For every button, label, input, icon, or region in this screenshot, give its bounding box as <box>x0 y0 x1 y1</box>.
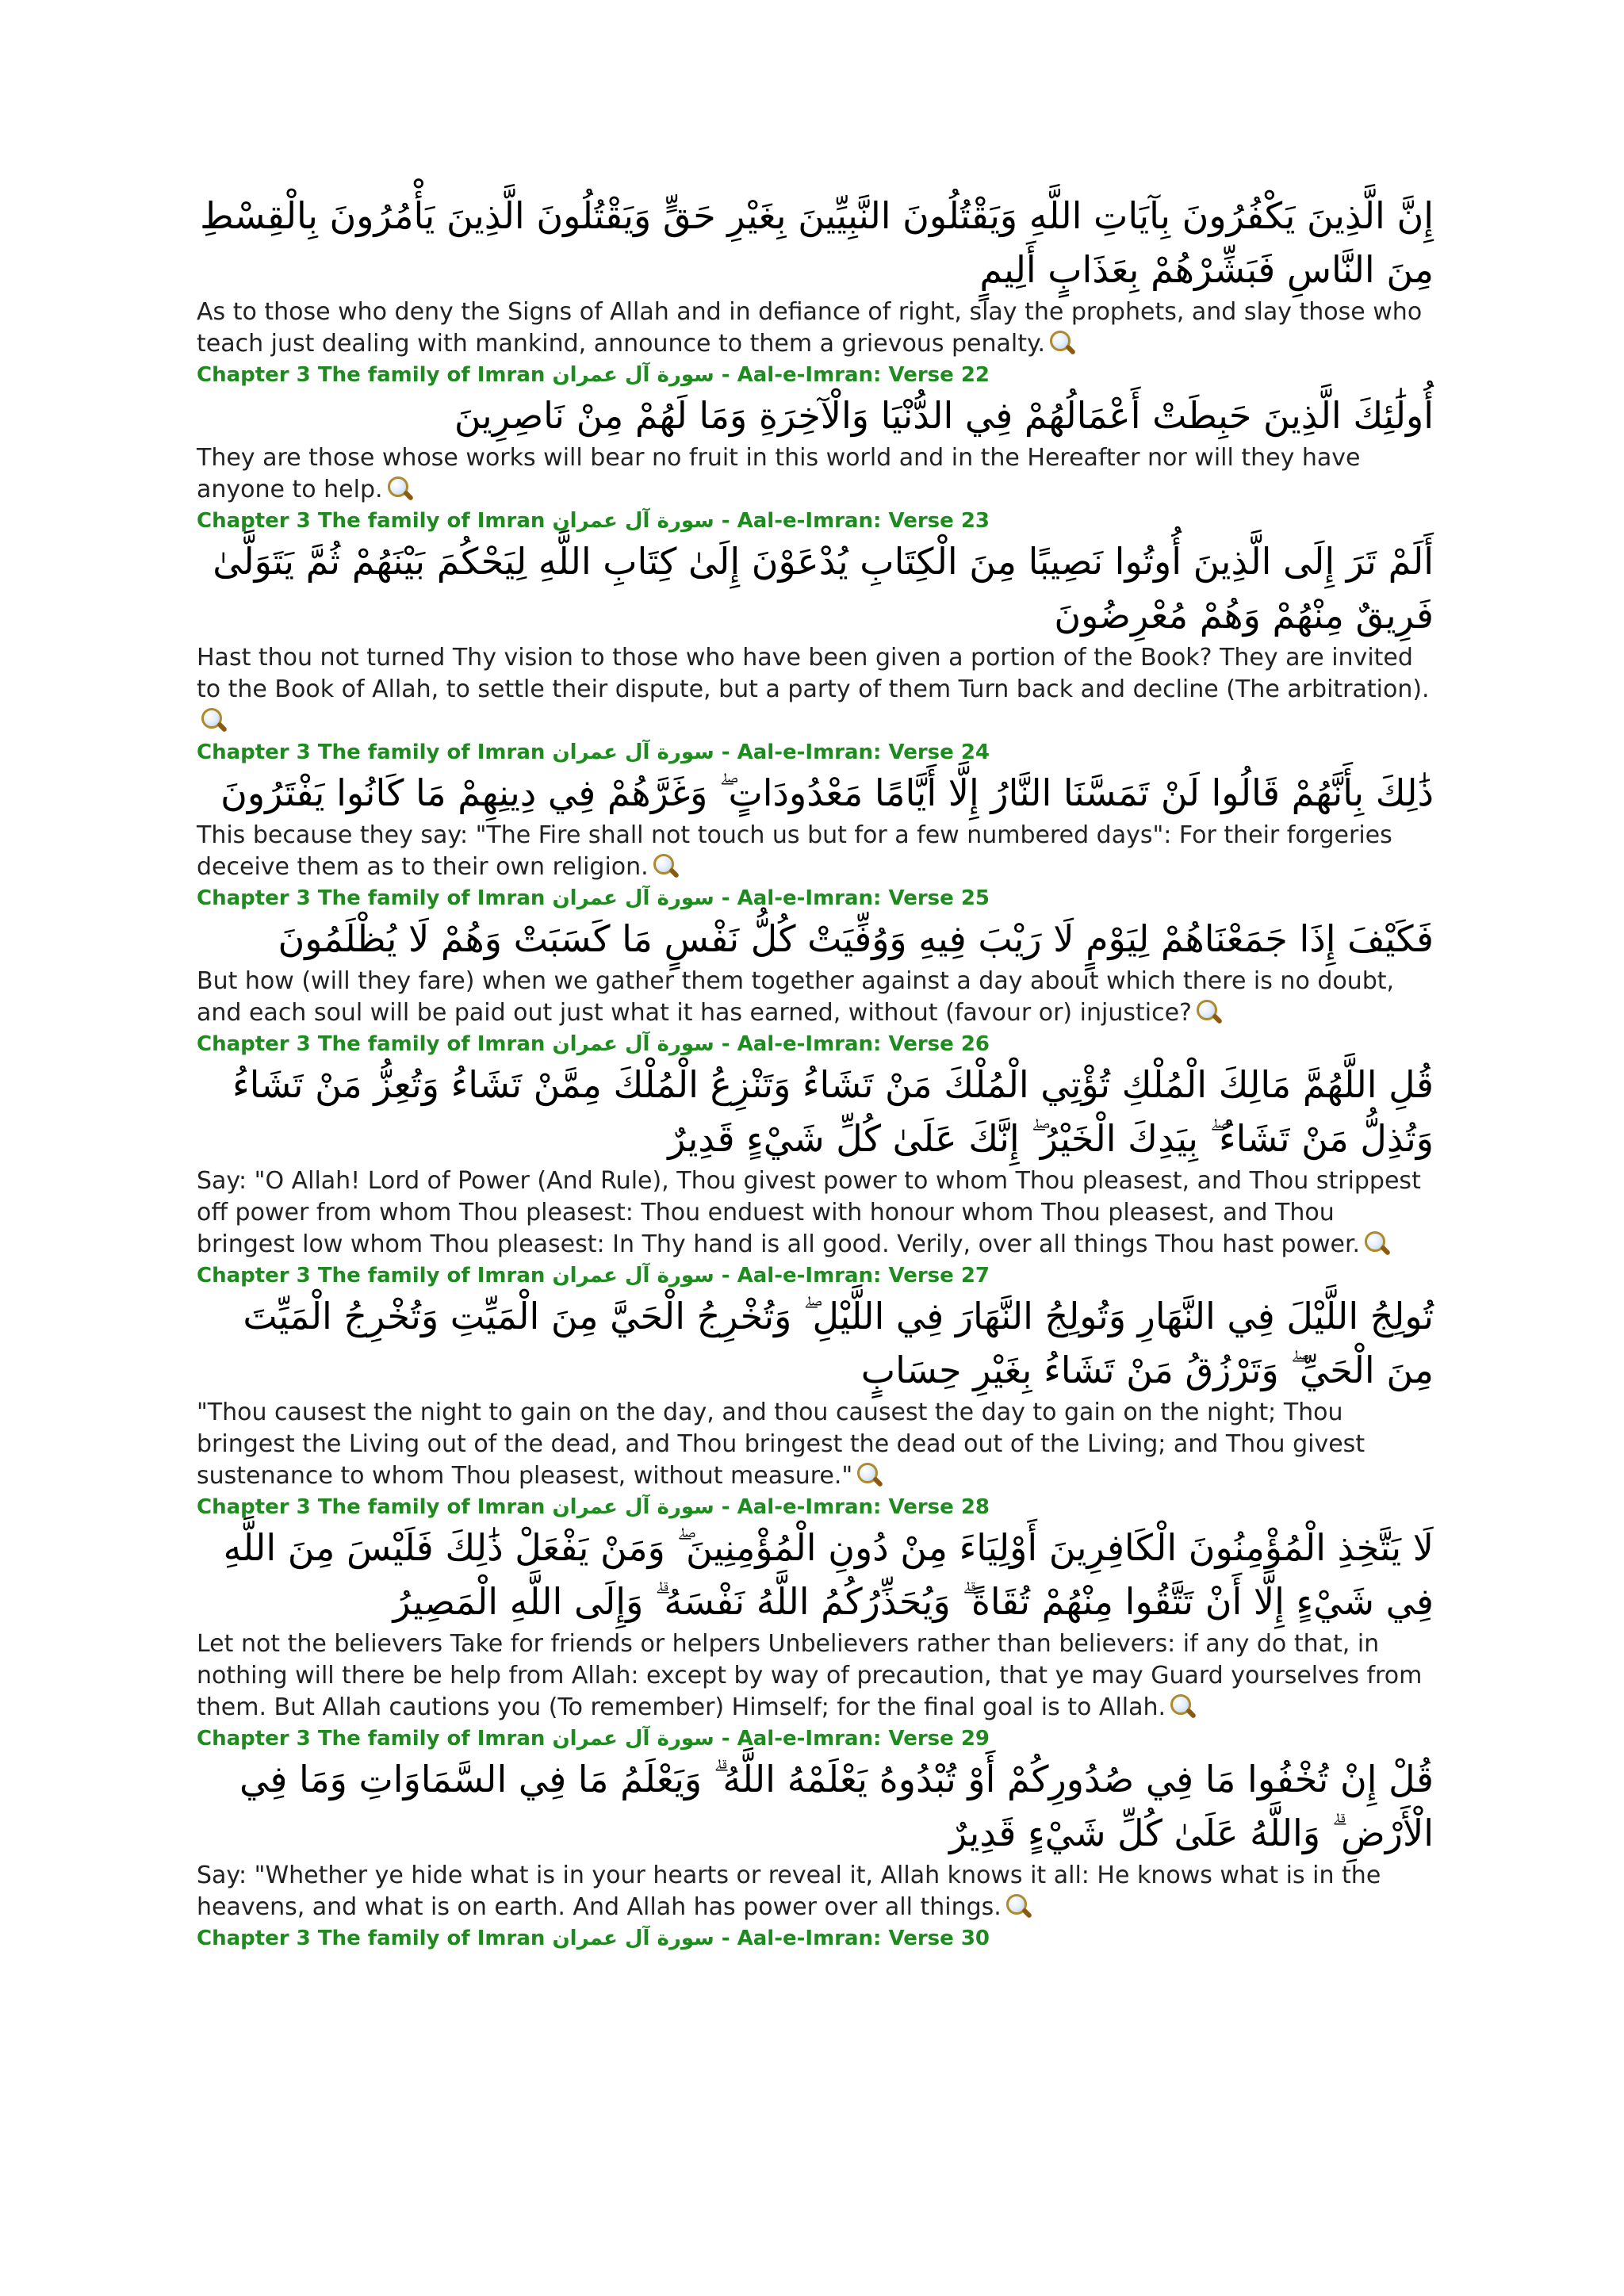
translation-text <box>197 966 1434 1029</box>
verse-reference-link[interactable] <box>197 1031 1434 1058</box>
arabic-verse-text: قُلْ إِنْ تُخْفُوا مَا فِي صُدُورِكُمْ أَوْ تُبْدُوهُ يَعْلَمْهُ اللَّهُ ۗ وَيَعْلَمُ مَا فِي السَّمَاوَاتِ وَمَا فِي الْأَرْضِ ۗ وَاللَّهُ عَلَىٰ كُلِّ شَيْءٍ قَدِيرٌ <box>239 1758 1434 1854</box>
surah-arabic-name: سورة آل عمران <box>552 1264 714 1288</box>
translation-body: Say: "Whether ye hide what is in your hearts or reveal it, Allah knows it all: He knows what is in the heavens, and what is on earth. And Allah has power over all things. <box>197 1862 1381 1921</box>
verse-number-label: - Aal-e-Imran: Verse 25 <box>721 886 990 910</box>
verse-reference-link[interactable] <box>197 1925 1434 1952</box>
chapter-label: Chapter 3 The family of Imran <box>197 1264 546 1288</box>
translation-text <box>197 642 1434 737</box>
chapter-label: Chapter 3 The family of Imran <box>197 886 546 910</box>
verse-number-label: - Aal-e-Imran: Verse 23 <box>721 509 990 533</box>
chapter-label: Chapter 3 The family of Imran <box>197 509 546 533</box>
magnifier-icon[interactable] <box>386 475 413 502</box>
translation-text <box>197 1860 1434 1923</box>
verse-number-label: - Aal-e-Imran: Verse 29 <box>721 1727 990 1751</box>
verse-reference-link[interactable] <box>197 507 1434 534</box>
translation-body: Let not the believers Take for friends or helpers Unbelievers rather than believers: if any do that, in nothing will there be help from Allah: except by way of precaution, that ye may Guard yourselves from them. But Allah cautions you (To remember) Himself; for the final goal is to Allah. <box>197 1630 1423 1721</box>
verse-reference-link[interactable] <box>197 739 1434 766</box>
magnifier-icon[interactable] <box>200 706 227 733</box>
translation-body: They are those whose works will bear no fruit in this world and in the Hereafter nor will they have anyone to help. <box>197 444 1361 503</box>
translation-text <box>197 442 1434 506</box>
arabic-verse-text: أَلَمْ تَرَ إِلَى الَّذِينَ أُوتُوا نَصِيبًا مِنَ الْكِتَابِ يُدْعَوْنَ إِلَىٰ كِتَابِ اللَّهِ لِيَحْكُمَ بَيْنَهُمْ ثُمَّ يَتَوَلَّىٰ فَرِيقٌ مِنْهُمْ وَهُمْ مُعْرِضُونَ <box>213 540 1434 637</box>
verse-list <box>197 189 1434 1952</box>
magnifier-icon[interactable] <box>1048 329 1075 356</box>
surah-arabic-name: سورة آل عمران <box>552 740 714 764</box>
verse-block <box>197 912 1434 1058</box>
verse-block <box>197 1289 1434 1521</box>
surah-arabic-name: سورة آل عمران <box>552 1495 714 1519</box>
chapter-label: Chapter 3 The family of Imran <box>197 1727 546 1751</box>
arabic-verse-text: ذَٰلِكَ بِأَنَّهُمْ قَالُوا لَنْ تَمَسَّنَا النَّارُ إِلَّا أَيَّامًا مَعْدُودَاتٍ ۖ وَغَرَّهُمْ فِي دِينِهِمْ مَا كَانُوا يَفْتَرُونَ <box>220 771 1434 814</box>
verse-reference-link[interactable] <box>197 1494 1434 1521</box>
chapter-label: Chapter 3 The family of Imran <box>197 363 546 387</box>
magnifier-icon[interactable] <box>1363 1230 1390 1257</box>
verse-block <box>197 1752 1434 1952</box>
verse-block <box>197 388 1434 534</box>
arabic-verse-text: لَا يَتَّخِذِ الْمُؤْمِنُونَ الْكَافِرِينَ أَوْلِيَاءَ مِنْ دُونِ الْمُؤْمِنِينَ ۖ وَمَنْ يَفْعَلْ ذَٰلِكَ فَلَيْسَ مِنَ اللَّهِ فِي شَيْءٍ إِلَّا أَنْ تَتَّقُوا مِنْهُمْ تُقَاةً ۗ وَيُحَذِّرُكُمُ اللَّهُ نَفْسَهُ ۗ وَإِلَى اللَّهِ الْمَصِيرُ <box>223 1526 1434 1623</box>
verse-block <box>197 1521 1434 1752</box>
arabic-verse-text: إِنَّ الَّذِينَ يَكْفُرُونَ بِآيَاتِ اللَّهِ وَيَقْتُلُونَ النَّبِيِّينَ بِغَيْرِ حَقٍّ وَيَقْتُلُونَ الَّذِينَ يَأْمُرُونَ بِالْقِسْطِ مِنَ النَّاسِ فَبَشِّرْهُمْ بِعَذَابٍ أَلِيمٍ <box>200 194 1434 291</box>
verse-reference-link[interactable] <box>197 1725 1434 1752</box>
arabic-verse-text: فَكَيْفَ إِذَا جَمَعْنَاهُمْ لِيَوْمٍ لَا رَيْبَ فِيهِ وَوُفِّيَتْ كُلُّ نَفْسٍ مَا كَسَبَتْ وَهُمْ لَا يُظْلَمُونَ <box>278 917 1434 960</box>
surah-arabic-name: سورة آل عمران <box>552 886 714 910</box>
verse-reference-link[interactable] <box>197 1262 1434 1289</box>
arabic-verse-text: تُولِجُ اللَّيْلَ فِي النَّهَارِ وَتُولِجُ النَّهَارَ فِي اللَّيْلِ ۖ وَتُخْرِجُ الْحَيَّ مِنَ الْمَيِّتِ وَتُخْرِجُ الْمَيِّتَ مِنَ الْحَيِّ ۖ وَتَرْزُقُ مَنْ تَشَاءُ بِغَيْرِ حِسَابٍ <box>243 1295 1434 1391</box>
surah-arabic-name: سورة آل عمران <box>552 1927 714 1950</box>
verse-reference-link[interactable] <box>197 885 1434 912</box>
verse-block <box>197 766 1434 912</box>
translation-body: But how (will they fare) when we gather them together against a day about which there is no doubt, and each soul will be paid out just what it has earned, without (favour or) injustice? <box>197 967 1395 1027</box>
translation-text <box>197 820 1434 883</box>
magnifier-icon[interactable] <box>1169 1693 1196 1720</box>
translation-body: Hast thou not turned Thy vision to those who have been given a portion of the Book? They are invited to the Book of Allah, to settle their dispute, but a party of them Turn back and decline (The arbitration). <box>197 644 1430 703</box>
translation-text <box>197 297 1434 360</box>
arabic-verse-text: أُولَٰئِكَ الَّذِينَ حَبِطَتْ أَعْمَالُهُمْ فِي الدُّنْيَا وَالْآخِرَةِ وَمَا لَهُمْ مِنْ نَاصِرِينَ <box>454 394 1434 437</box>
verse-number-label: - Aal-e-Imran: Verse 22 <box>721 363 990 387</box>
chapter-label: Chapter 3 The family of Imran <box>197 1032 546 1056</box>
magnifier-icon[interactable] <box>1195 998 1222 1025</box>
verse-number-label: - Aal-e-Imran: Verse 24 <box>721 740 990 764</box>
magnifier-icon[interactable] <box>1005 1892 1032 1919</box>
translation-body: As to those who deny the Signs of Allah and in defiance of right, slay the prophets, and slay those who teach just dealing with mankind, announce to them a grievous penalty. <box>197 298 1423 358</box>
arabic-verse-text: قُلِ اللَّهُمَّ مَالِكَ الْمُلْكِ تُؤْتِي الْمُلْكَ مَنْ تَشَاءُ وَتَنْزِعُ الْمُلْكَ مِمَّنْ تَشَاءُ وَتُعِزُّ مَنْ تَشَاءُ وَتُذِلُّ مَنْ تَشَاءُ ۖ بِيَدِكَ الْخَيْرُ ۖ إِنَّكَ عَلَىٰ كُلِّ شَيْءٍ قَدِيرٌ <box>232 1063 1434 1160</box>
verse-block <box>197 534 1434 766</box>
magnifier-icon[interactable] <box>856 1461 883 1488</box>
chapter-label: Chapter 3 The family of Imran <box>197 740 546 764</box>
verse-number-label: - Aal-e-Imran: Verse 26 <box>721 1032 990 1056</box>
verse-block <box>197 1058 1434 1289</box>
translation-body: This because they say: "The Fire shall not touch us but for a few numbered days": For their forgeries deceive them as to their own religion. <box>197 821 1392 881</box>
surah-arabic-name: سورة آل عمران <box>552 363 714 387</box>
translation-text <box>197 1397 1434 1492</box>
chapter-label: Chapter 3 The family of Imran <box>197 1927 546 1950</box>
surah-arabic-name: سورة آل عمران <box>552 1727 714 1751</box>
translation-text <box>197 1165 1434 1261</box>
translation-body: "Thou causest the night to gain on the day, and thou causest the day to gain on the night; Thou bringest the Living out of the dead, and Thou bringest the dead out of the Living; and Thou givest sustenance to whom Thou pleasest, without measure." <box>197 1399 1365 1490</box>
magnifier-icon[interactable] <box>652 852 679 879</box>
verse-block <box>197 189 1434 388</box>
surah-arabic-name: سورة آل عمران <box>552 509 714 533</box>
verse-reference-link[interactable] <box>197 362 1434 388</box>
verse-number-label: - Aal-e-Imran: Verse 27 <box>721 1264 990 1288</box>
verse-number-label: - Aal-e-Imran: Verse 28 <box>721 1495 990 1519</box>
verse-number-label: - Aal-e-Imran: Verse 30 <box>721 1927 990 1950</box>
surah-arabic-name: سورة آل عمران <box>552 1032 714 1056</box>
chapter-label: Chapter 3 The family of Imran <box>197 1495 546 1519</box>
translation-text <box>197 1628 1434 1724</box>
translation-body: Say: "O Allah! Lord of Power (And Rule), Thou givest power to whom Thou pleasest, and Thou strippest off power from whom Thou pleasest: Thou enduest with honour whom Thou pleasest, and Thou bringest low whom Thou pleasest: In Thy hand is all good. Verily, over all things Thou hast power. <box>197 1167 1421 1258</box>
